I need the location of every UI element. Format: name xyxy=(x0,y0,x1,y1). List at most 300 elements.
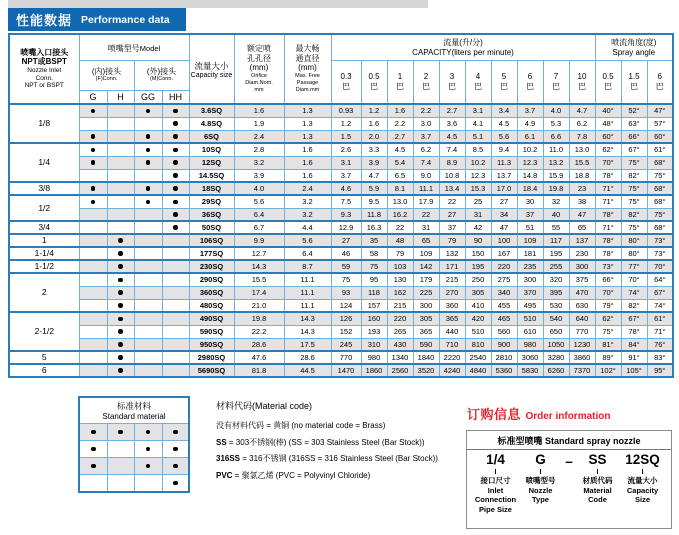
flow-value: 5360 xyxy=(491,364,517,377)
model-dot-cell xyxy=(162,312,189,325)
header-row-1 xyxy=(9,34,673,60)
model-dot-cell xyxy=(79,117,107,130)
flow-value: 34 xyxy=(491,208,517,221)
spray-angle-value: 75° xyxy=(647,208,673,221)
model-dot-cell xyxy=(79,325,107,338)
flow-value: 250 xyxy=(465,273,491,286)
spray-angle-value: 77° xyxy=(621,260,647,273)
model-dot-cell xyxy=(79,299,107,312)
model-dot-cell xyxy=(107,338,134,351)
material-row xyxy=(79,475,189,493)
flow-value: 1.6 xyxy=(361,117,387,130)
model-dot-cell xyxy=(162,195,189,208)
spray-angle-value: 74° xyxy=(647,299,673,312)
flow-value: 1470 xyxy=(331,364,361,377)
flow-value: 455 xyxy=(491,299,517,312)
orifice-value: 6.7 xyxy=(234,221,284,234)
flow-value: 7.4 xyxy=(439,143,465,156)
flow-value: 1340 xyxy=(387,351,413,364)
material-dot-cell xyxy=(107,458,134,475)
flow-value: 710 xyxy=(439,338,465,351)
dot-icon xyxy=(173,160,178,165)
flow-value: 365 xyxy=(439,312,465,325)
flow-value: 55 xyxy=(543,221,569,234)
capacity-size-value: 10SQ xyxy=(189,143,234,156)
flow-value: 100 xyxy=(491,234,517,247)
flow-value: 8.9 xyxy=(439,156,465,169)
order-part-label: 接口尺寸 xyxy=(480,475,511,485)
material-dot-cell xyxy=(134,475,162,493)
capacity-size-value: 490SQ xyxy=(189,312,234,325)
inlet-size: 2-1/2 xyxy=(9,312,79,351)
dot-icon xyxy=(118,368,123,373)
pressure-col-1bar: 1 巴 xyxy=(387,60,413,104)
flow-value: 370 xyxy=(517,286,543,299)
flow-value: 142 xyxy=(413,260,439,273)
dot-icon xyxy=(91,148,96,153)
spray-angle-value: 71° xyxy=(647,325,673,338)
model-col-G: G xyxy=(79,90,107,104)
model-dot-cell xyxy=(162,208,189,221)
flow-value: 9.3 xyxy=(331,208,361,221)
model-dot-cell xyxy=(79,169,107,182)
flow-value: 1.5 xyxy=(331,130,361,143)
dot-icon xyxy=(118,329,123,334)
spray-angle-value: 70° xyxy=(647,260,673,273)
spray-angle-value: 71° xyxy=(595,221,621,234)
flow-value: 109 xyxy=(517,234,543,247)
orifice-value: 2.4 xyxy=(234,130,284,143)
flow-value: 900 xyxy=(491,338,517,351)
passage-value: 44.5 xyxy=(284,364,331,377)
order-part-label: Material xyxy=(583,485,612,495)
spray-angle-value: 64° xyxy=(647,273,673,286)
passage-value: 1.6 xyxy=(284,156,331,169)
orifice-value: 19.8 xyxy=(234,312,284,325)
orifice-value: 1.9 xyxy=(234,117,284,130)
spray-angle-value: 82° xyxy=(621,169,647,182)
flow-value: 75 xyxy=(331,273,361,286)
dot-icon xyxy=(118,355,123,360)
dot-icon xyxy=(173,447,178,452)
passage-value: 5.6 xyxy=(284,234,331,247)
spray-angle-value: 73° xyxy=(595,260,621,273)
flow-value: 47 xyxy=(569,208,595,221)
spray-angle-value: 91° xyxy=(621,351,647,364)
model-dot-cell xyxy=(162,117,189,130)
spray-angle-value: 82° xyxy=(621,299,647,312)
table-row xyxy=(9,169,673,182)
spray-angle-value: 82° xyxy=(621,208,647,221)
orifice-value: 22.2 xyxy=(234,325,284,338)
flow-value: 3.1 xyxy=(465,104,491,117)
flow-value: 7.5 xyxy=(331,195,361,208)
model-dot-cell xyxy=(107,195,134,208)
spray-angle-value: 71° xyxy=(595,182,621,195)
order-part-label: 材质代码 xyxy=(582,475,613,485)
model-dot-cell xyxy=(107,104,134,117)
flow-value: 215 xyxy=(439,273,465,286)
capacity-size-value: 177SQ xyxy=(189,247,234,260)
flow-value: 13.0 xyxy=(569,143,595,156)
flow-value: 4240 xyxy=(439,364,465,377)
table-row xyxy=(9,286,673,299)
flow-value: 2.7 xyxy=(439,104,465,117)
flow-value: 157 xyxy=(361,299,387,312)
spray-angle-value: 75° xyxy=(647,169,673,182)
model-dot-cell xyxy=(134,286,162,299)
order-title-en: Order information xyxy=(525,411,611,422)
flow-value: 48 xyxy=(387,234,413,247)
order-part-label: 流量大小 xyxy=(627,475,658,485)
material-code-name: SS xyxy=(216,437,227,447)
flow-value: 23 xyxy=(569,182,595,195)
material-code-name: 316SS xyxy=(216,454,241,463)
flow-value: 27 xyxy=(439,208,465,221)
tick-mark xyxy=(642,469,643,474)
capacity-size-value: 18SQ xyxy=(189,182,234,195)
model-dot-cell xyxy=(162,234,189,247)
flow-value: 265 xyxy=(387,325,413,338)
standard-material-header: 标准材料 Standard material xyxy=(79,397,189,424)
model-dot-cell xyxy=(107,221,134,234)
inlet-size: 2 xyxy=(9,273,79,312)
flow-value: 220 xyxy=(491,260,517,273)
flow-value: 770 xyxy=(569,325,595,338)
model-dot-cell xyxy=(134,234,162,247)
spray-angle-value: 75° xyxy=(621,221,647,234)
spray-angle-value: 81° xyxy=(595,338,621,351)
model-dot-cell xyxy=(134,208,162,221)
pressure-col-4bar: 4 巴 xyxy=(465,60,491,104)
flow-value: 420 xyxy=(465,312,491,325)
passage-value: 1.6 xyxy=(284,143,331,156)
model-dot-cell xyxy=(162,143,189,156)
flow-value: 6.6 xyxy=(543,130,569,143)
flow-value: 215 xyxy=(387,299,413,312)
flow-value: 137 xyxy=(569,234,595,247)
order-title-zh: 订购信息 xyxy=(467,407,522,422)
flow-value: 11.8 xyxy=(361,208,387,221)
spray-angle-value: 47° xyxy=(647,104,673,117)
pressure-col-0.3bar: 0.3 巴 xyxy=(331,60,361,104)
flow-value: 15.3 xyxy=(465,182,491,195)
flow-value: 0.93 xyxy=(331,104,361,117)
model-dot-cell xyxy=(134,299,162,312)
spray-angle-value: 68° xyxy=(647,195,673,208)
pressure-col-10bar: 10 巴 xyxy=(569,60,595,104)
flow-value: 152 xyxy=(331,325,361,338)
model-dot-cell xyxy=(134,130,162,143)
model-dot-cell xyxy=(134,364,162,377)
flow-value: 2.7 xyxy=(387,130,413,143)
flow-value: 18.4 xyxy=(517,182,543,195)
spray-angle-value: 84° xyxy=(621,338,647,351)
inlet-size: 1/4 xyxy=(9,143,79,182)
table-row xyxy=(9,273,673,286)
model-dot-cell xyxy=(134,221,162,234)
model-dot-cell xyxy=(79,364,107,377)
spray-angle-value: 78° xyxy=(595,169,621,182)
material-code-line xyxy=(216,451,471,468)
table-row xyxy=(9,247,673,260)
dot-icon xyxy=(146,160,151,165)
dot-icon xyxy=(146,447,151,452)
capacity-size-value: 3.6SQ xyxy=(189,104,234,117)
flow-value: 2.2 xyxy=(413,104,439,117)
flow-value: 8.5 xyxy=(465,143,491,156)
capacity-size-value: 360SQ xyxy=(189,286,234,299)
header-model: 喷嘴型号Model xyxy=(79,34,189,60)
order-part-code: 1/4 xyxy=(486,452,505,467)
flow-value: 2810 xyxy=(491,351,517,364)
flow-value: 4.0 xyxy=(543,104,569,117)
flow-value: 4.5 xyxy=(491,117,517,130)
flow-value: 2560 xyxy=(387,364,413,377)
flow-value: 5.4 xyxy=(387,156,413,169)
flow-value: 65 xyxy=(569,221,595,234)
flow-value: 150 xyxy=(465,247,491,260)
spray-angle-value: 75° xyxy=(621,195,647,208)
spray-angle-value: 61° xyxy=(647,312,673,325)
passage-value: 14.3 xyxy=(284,325,331,338)
flow-value: 93 xyxy=(331,286,361,299)
flow-value: 3.7 xyxy=(517,104,543,117)
capacity-size-value: 480SQ xyxy=(189,299,234,312)
flow-value: 1.6 xyxy=(387,104,413,117)
capacity-size-value: 106SQ xyxy=(189,234,234,247)
flow-value: 27 xyxy=(491,195,517,208)
orifice-value: 3.2 xyxy=(234,156,284,169)
flow-value: 4840 xyxy=(465,364,491,377)
header-capacity-size: 流量大小 Capacity size xyxy=(189,34,234,104)
dot-icon xyxy=(118,303,123,308)
model-dot-cell xyxy=(134,312,162,325)
flow-value: 4.6 xyxy=(331,182,361,195)
model-dot-cell xyxy=(134,338,162,351)
spray-angle-value: 67° xyxy=(647,286,673,299)
flow-value: 47 xyxy=(491,221,517,234)
order-part-label: Type xyxy=(532,495,549,505)
order-code-parts xyxy=(467,450,671,515)
flow-value: 17.9 xyxy=(413,195,439,208)
table-row xyxy=(9,325,673,338)
material-row xyxy=(79,424,189,441)
model-dot-cell xyxy=(79,234,107,247)
material-header-row xyxy=(79,397,189,424)
tick-mark xyxy=(597,469,598,474)
flow-value: 5.6 xyxy=(491,130,517,143)
flow-value: 13.0 xyxy=(387,195,413,208)
flow-value: 6.5 xyxy=(387,169,413,182)
table-row xyxy=(9,260,673,273)
orifice-value: 1.6 xyxy=(234,104,284,117)
model-dot-cell xyxy=(162,156,189,169)
flow-value: 2540 xyxy=(465,351,491,364)
spray-angle-value: 79° xyxy=(595,299,621,312)
model-dot-cell xyxy=(134,325,162,338)
model-dot-cell xyxy=(134,143,162,156)
spray-angle-value: 48° xyxy=(595,117,621,130)
model-dot-cell xyxy=(107,247,134,260)
orifice-value: 6.4 xyxy=(234,208,284,221)
flow-value: 2220 xyxy=(439,351,465,364)
flow-value: 4.1 xyxy=(465,117,491,130)
model-dot-cell xyxy=(79,247,107,260)
spray-angle-value: 67° xyxy=(621,143,647,156)
orifice-value: 21.0 xyxy=(234,299,284,312)
model-dot-cell xyxy=(107,234,134,247)
model-dot-cell xyxy=(107,117,134,130)
flow-value: 9.0 xyxy=(413,169,439,182)
dot-icon xyxy=(173,121,178,126)
flow-value: 610 xyxy=(517,325,543,338)
dot-icon xyxy=(173,173,178,178)
flow-value: 770 xyxy=(331,351,361,364)
order-part-label: Nozzle xyxy=(528,485,553,495)
tick-mark xyxy=(540,469,541,474)
flow-value: 22 xyxy=(413,208,439,221)
flow-value: 15.9 xyxy=(543,169,569,182)
model-dot-cell xyxy=(79,351,107,364)
capacity-size-value: 590SQ xyxy=(189,325,234,338)
spray-angle-value: 61° xyxy=(647,143,673,156)
flow-value: 7.4 xyxy=(413,156,439,169)
dot-icon xyxy=(173,134,178,139)
spray-angle-value: 105° xyxy=(621,364,647,377)
spray-angle-value: 52° xyxy=(621,104,647,117)
material-code-desc: = 316不锈钢 (316SS = 316 Stainless Steel (Bar Stock)) xyxy=(240,454,438,463)
dot-icon xyxy=(118,251,123,256)
flow-value: 310 xyxy=(361,338,387,351)
flow-value: 3.3 xyxy=(361,143,387,156)
flow-value: 495 xyxy=(517,299,543,312)
spray-angle-value: 68° xyxy=(647,182,673,195)
dot-icon xyxy=(91,134,96,139)
inlet-size: 1 xyxy=(9,234,79,247)
orifice-value: 15.5 xyxy=(234,273,284,286)
model-dot-cell xyxy=(79,260,107,273)
passage-value: 8.7 xyxy=(284,260,331,273)
flow-value: 75 xyxy=(361,260,387,273)
flow-value: 5830 xyxy=(517,364,543,377)
page-title-en: Performance data xyxy=(81,13,170,26)
model-dot-cell xyxy=(134,351,162,364)
flow-value: 5.1 xyxy=(465,130,491,143)
passage-value: 2.4 xyxy=(284,182,331,195)
flow-value: 193 xyxy=(361,325,387,338)
flow-value: 132 xyxy=(439,247,465,260)
model-dot-cell xyxy=(162,364,189,377)
model-dot-cell xyxy=(107,143,134,156)
model-dot-cell xyxy=(79,104,107,117)
model-dot-cell xyxy=(107,182,134,195)
flow-value: 650 xyxy=(543,325,569,338)
model-dot-cell xyxy=(162,325,189,338)
material-dot-cell xyxy=(79,458,107,475)
flow-value: 3060 xyxy=(517,351,543,364)
flow-value: 195 xyxy=(465,260,491,273)
flow-value: 6.2 xyxy=(569,117,595,130)
flow-value: 340 xyxy=(491,286,517,299)
header-spray-angle: 喷流角度(度) Spray angle xyxy=(595,34,673,60)
flow-value: 590 xyxy=(413,338,439,351)
dot-icon xyxy=(146,148,151,153)
flow-value: 440 xyxy=(439,325,465,338)
inlet-size: 6 xyxy=(9,364,79,377)
model-dot-cell xyxy=(107,299,134,312)
model-col-HH: HH xyxy=(162,90,189,104)
material-dot-cell xyxy=(134,441,162,458)
flow-value: 4.5 xyxy=(439,130,465,143)
flow-value: 270 xyxy=(439,286,465,299)
table-row xyxy=(9,208,673,221)
flow-value: 510 xyxy=(465,325,491,338)
dot-icon xyxy=(146,109,151,114)
orifice-value: 2.8 xyxy=(234,143,284,156)
model-dot-cell xyxy=(107,325,134,338)
spray-angle-value: 63° xyxy=(621,117,647,130)
passage-value: 14.3 xyxy=(284,312,331,325)
passage-value: 1.3 xyxy=(284,104,331,117)
dot-icon xyxy=(118,342,123,347)
flow-value: 42 xyxy=(465,221,491,234)
order-part xyxy=(620,453,665,505)
model-dot-cell xyxy=(107,286,134,299)
table-row xyxy=(9,338,673,351)
capacity-size-value: 290SQ xyxy=(189,273,234,286)
model-dot-cell xyxy=(162,299,189,312)
material-row xyxy=(79,441,189,458)
tick-mark xyxy=(495,469,496,474)
flow-value: 79 xyxy=(387,247,413,260)
model-dot-cell xyxy=(162,338,189,351)
capacity-size-value: 14.5SQ xyxy=(189,169,234,182)
spray-angle-value: 75° xyxy=(621,156,647,169)
passage-value: 4.4 xyxy=(284,221,331,234)
model-dot-cell xyxy=(134,117,162,130)
capacity-size-value: 950SQ xyxy=(189,338,234,351)
pressure-col-6bar: 6 巴 xyxy=(517,60,543,104)
spray-angle-value: 74° xyxy=(621,286,647,299)
flow-value: 79 xyxy=(439,234,465,247)
dot-icon xyxy=(91,200,96,205)
order-part-label: Pipe Size xyxy=(479,505,512,515)
spray-angle-value: 75° xyxy=(621,182,647,195)
dot-icon xyxy=(146,200,151,205)
material-code-line xyxy=(216,418,471,435)
flow-value: 3520 xyxy=(413,364,439,377)
flow-value: 375 xyxy=(569,273,595,286)
header-row-2 xyxy=(9,60,673,90)
flow-value: 7.8 xyxy=(569,130,595,143)
flow-value: 130 xyxy=(387,273,413,286)
model-dot-cell xyxy=(107,260,134,273)
model-dot-cell xyxy=(134,195,162,208)
dot-icon xyxy=(173,148,178,153)
inlet-size: 1-1/2 xyxy=(9,260,79,273)
order-part-label: 喷嘴型号 xyxy=(525,475,556,485)
dot-icon xyxy=(118,238,123,243)
flow-value: 40 xyxy=(543,208,569,221)
flow-value: 27 xyxy=(331,234,361,247)
spray-angle-value: 76° xyxy=(647,338,673,351)
spray-angle-value: 80° xyxy=(621,247,647,260)
capacity-size-value: 12SQ xyxy=(189,156,234,169)
flow-value: 59 xyxy=(331,260,361,273)
model-dot-cell xyxy=(79,312,107,325)
order-part xyxy=(473,453,518,515)
